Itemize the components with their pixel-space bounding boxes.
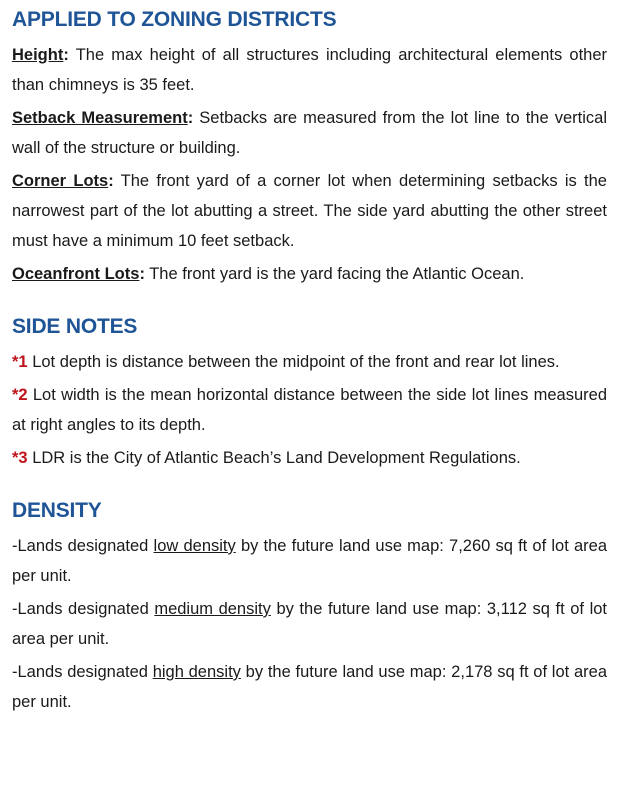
setback-measurement-rule: [12, 103, 607, 163]
note-number: *3: [12, 449, 28, 467]
density-prefix: -Lands designated: [12, 663, 153, 681]
rule-text: The front yard of a corner lot when determining setbacks is the narrowest part of the lot abutting a street. The side yard abutting the other street must have a minimum 10 feet setback.: [12, 172, 607, 250]
side-note-3: [12, 443, 607, 473]
rule-colon: :: [187, 109, 194, 127]
density-prefix: -Lands designated: [12, 537, 154, 555]
rule-text: The max height of all structures including architectural elements other than chimneys is 35 feet.: [12, 46, 607, 94]
density-level: medium density: [154, 600, 271, 618]
note-number: *1: [12, 353, 28, 371]
note-text: Lot depth is distance between the midpoint of the front and rear lot lines.: [27, 353, 560, 371]
side-notes-section: [12, 313, 607, 473]
rule-text: Setbacks are measured from the lot line to the vertical wall of the structure or building.: [12, 109, 607, 157]
note-number: *2: [12, 386, 28, 404]
section-title-zoning: APPLIED TO ZONING DISTRICTS: [12, 8, 337, 31]
density-suffix: by the future land use map: 3,112 sq ft of lot area per unit.: [12, 600, 608, 648]
side-note-2: [12, 380, 607, 440]
note-text: Lot width is the mean horizontal distance between the side lot lines measured at right angles to its depth.: [12, 386, 607, 434]
density-level: high density: [152, 663, 241, 681]
section-title-density: DENSITY: [12, 499, 102, 522]
rule-colon: :: [63, 46, 69, 64]
rule-colon: :: [108, 172, 114, 190]
density-low: [12, 531, 607, 591]
rule-term: Setback Measurement: [12, 109, 188, 127]
rule-text: The front yard is the yard facing the Atlantic Ocean.: [144, 265, 525, 283]
rule-term: Height: [12, 46, 64, 64]
rule-term: Oceanfront Lots: [12, 265, 140, 283]
density-section: [12, 497, 607, 717]
density-high: [12, 657, 607, 717]
density-suffix: by the future land use map: 2,178 sq ft of lot area per unit.: [12, 663, 608, 711]
note-text: LDR is the City of Atlantic Beach’s Land Development Regulations.: [27, 449, 521, 467]
side-note-1: [12, 347, 607, 377]
density-medium: [12, 594, 607, 654]
zoning-districts-section: [12, 6, 607, 289]
rule-colon: :: [139, 265, 145, 283]
rule-term: Corner Lots: [12, 172, 109, 190]
oceanfront-lots-rule: [12, 259, 607, 289]
height-rule: [12, 40, 607, 100]
density-suffix: by the future land use map: 7,260 sq ft of lot area per unit.: [12, 537, 607, 585]
document-page: [12, 6, 607, 738]
section-title-side-notes: SIDE NOTES: [12, 315, 138, 338]
density-level: low density: [153, 537, 236, 555]
corner-lots-rule: [12, 166, 607, 256]
density-prefix: -Lands designated: [12, 600, 155, 618]
